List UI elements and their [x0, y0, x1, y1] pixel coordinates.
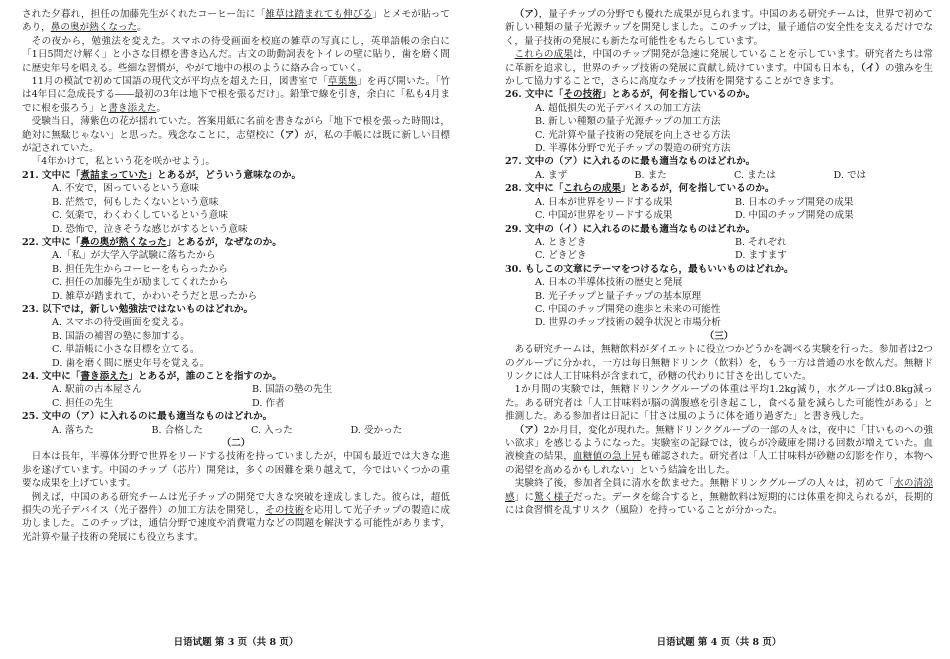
text: 25. 文中の: [22, 411, 71, 423]
question-22: [22, 236, 450, 303]
option-a: A. 日本が世界をリードする成果: [535, 196, 673, 208]
question-28: [505, 182, 933, 222]
text: に入れるのに最も適当なものはどれか。: [582, 156, 756, 168]
option-c: C. 光計算や量子技術の発展を向上させる方法: [535, 129, 731, 141]
question-stem: [22, 410, 450, 423]
left-paragraph-5: 「4年かけて，私という花を咲かせよう」。: [31, 156, 215, 168]
right-paragraph-3: ある研究チームは，無糖飲料がダイエットに役立つかどうかを調べる実験を行った。参加者は2つのグループに分かれ，一方は毎日無糖ドリンク（飲料）を，もう一方は普通の水を飲んだ。無糖ドリンクには人工甘味料が含まれて，砂糖の代わりに甘さを出していた。: [505, 344, 933, 382]
underlined-text: これらの成果: [514, 49, 574, 61]
option-d: D. 作者: [252, 397, 285, 409]
blank-i: （イ）: [860, 62, 885, 74]
option-row: [52, 397, 450, 410]
text: 11月の模試で初めて国語の現代文が平均点を超えた日，図書室で「: [31, 76, 328, 88]
option-c: C. または: [734, 169, 776, 181]
left-paragraph-7: [22, 491, 450, 545]
underlined-text: 煮詰まっていた: [80, 169, 148, 181]
text: 。: [137, 22, 147, 34]
option-a: A. ときどき: [535, 236, 587, 248]
option-b: B. 茫然で，何もしたくないという意味: [52, 196, 219, 208]
option-d: D. では: [833, 169, 867, 181]
text: の強みを生かして協力することで，さらに高度なチップ技術を開発することができます。: [505, 62, 934, 88]
option-b: B. 国語の塾の先生: [252, 384, 333, 396]
option-a: A. まず: [535, 169, 568, 181]
option-d: D. 歯を磨く間に歴史年号を覚える。: [52, 357, 210, 369]
option-d: D. 半導体分野で光子チップの製造の研究方法: [535, 143, 731, 155]
question-stem: [505, 223, 933, 236]
right-paragraph-1: [505, 8, 933, 48]
right-paragraph-2: [505, 48, 933, 88]
option-b: B. 日本のチップ開発の成果: [735, 196, 854, 208]
option-row: [535, 249, 933, 262]
section-heading-3: （三）: [704, 330, 734, 342]
blank-i: （イ）: [553, 223, 583, 235]
question-stem: [22, 169, 450, 182]
question-30: [505, 263, 933, 330]
option-row: [535, 236, 933, 249]
text: 実験終了後，参加者全員に清水を飲ませた。無糖ドリンクグループの人々は，初めて「: [514, 478, 895, 490]
option-a: A. 日本の半導体技術の歴史と発展: [535, 277, 683, 289]
option-c: C. どきどき: [535, 250, 587, 262]
text: 」に: [514, 491, 535, 503]
text: 」とあるが，何を指しているのか。: [620, 183, 775, 195]
option-c: C. 担任の加藤先生が励ましてくれたから: [52, 277, 229, 289]
blank-a: （ア）: [553, 156, 583, 168]
option-c: C. 中国が世界をリードする成果: [535, 210, 673, 222]
left-paragraph-3: [22, 75, 450, 115]
underlined-text: 血糖値の急上昇: [573, 451, 642, 463]
text: に入れるのに最も適当なものはどれか。: [582, 223, 756, 235]
option-c: C. 気楽で，わくわくしているという意味: [52, 210, 228, 222]
text: 26. 文中に「: [505, 89, 564, 101]
text: 28. 文中に「: [505, 183, 564, 195]
option-row: [535, 196, 933, 209]
option-b: B. 担任先生からコーヒーをもらったから: [52, 263, 228, 275]
left-paragraph-6: 日本は長年，半導体分野で世界をリードする技術を持っていましたが，中国も最近では大きな進歩を遂げています。中国のチップ（芯片）開発は，多くの困難を乗り越えて，今ではいくつかの重要な成果を上げています。: [22, 451, 450, 490]
option-a: A. 超低損失の光子デバイスの加工方法: [535, 102, 701, 114]
question-23: [22, 303, 450, 370]
option-d: D. 恐怖で，泣きそうな感じがするという意味: [52, 223, 248, 235]
option-row: [52, 383, 450, 396]
left-column: [22, 8, 450, 544]
underlined-text: その技術: [265, 505, 305, 517]
text: 」とあるが，誰のことを指すのか。: [128, 370, 282, 382]
page-footer-3: 日语试题 第 3 页（共 8 页）: [173, 637, 299, 648]
blank-a: （ア）: [70, 411, 100, 423]
text: された夕暮れ，担任の加藤先生がくれたコーヒー缶に「: [22, 9, 266, 20]
option-c: C. 単語帳に小さな目標を立てる。: [52, 344, 200, 356]
right-paragraph-6: [505, 477, 933, 517]
option-a: A. 不安で，困っているという意味: [52, 183, 200, 195]
underlined-text: 草葉集: [327, 76, 358, 88]
text: 」とあるが，なぜなのか。: [166, 236, 282, 248]
option-b: B. 国語の補習の塾に参加する。: [52, 330, 190, 342]
text: も確認された。研究者は「人工甘味料が砂糖の幻影を作り，本物への渇望を高めるかもしれない」という結論を出した。: [505, 451, 934, 476]
text: ，量子チップの分野でも優れた成果が見られます。中国のある研究チームは，世界で初めて新しい種類の量子光源チップを開発しました。このチップは，量子通信の安全性を支えるだけでなく，量子技術の発展にも新たな可能性をもたらしています。: [505, 9, 933, 47]
underlined-text: これらの成果: [563, 183, 621, 195]
option-a: A. 駅前の古本屋さん: [52, 384, 142, 396]
text: 」とメモが貼ってあり，: [22, 9, 451, 34]
option-c: C. 中国のチップ開発の進歩と未来の可能性: [535, 303, 721, 315]
option-b: B. また: [634, 169, 667, 181]
text: 」とあるが，何を指しているのか。: [601, 89, 756, 101]
text: 22. 文中に「: [22, 236, 81, 248]
text: 21. 文中に「: [22, 169, 81, 181]
option-a: A. スマホの待受画面を変える。: [52, 317, 190, 329]
question-stem: [505, 155, 933, 168]
question-stem: [22, 370, 450, 383]
underlined-text: 鼻の奥が熱くなった: [50, 22, 138, 34]
option-c: C. 担任の先生: [52, 397, 114, 409]
text: だった。データを総合すると，無糖飲料は短期的には体重を抑えられるが，長期的には食習慣を乱すリスク（風险）を持っていることが分かった。: [505, 491, 934, 517]
text: 例えば，中国のある研究チームは光子チップの開発で大きな突破を達成しました。彼らは，超低損失の光子デバイス（光子器件）の加工方法を開発し，: [22, 491, 450, 517]
option-a: A. 落ちた: [52, 424, 94, 436]
blank-a: （ア）: [514, 424, 544, 436]
option-row: [535, 169, 933, 182]
underlined-text: 鼻の奥が熱くなった: [80, 236, 167, 248]
question-24: [22, 370, 450, 410]
text: 2か月目，変化が現れた。無糖ドリンクグループの一部の人々は，夜中に「甘いものへの強い欲求」を感じるようになった。実験室の記録では，彼らが冷蔵庫を開ける回数が増えていた。血液検査の結果，: [505, 424, 933, 463]
right-column: [505, 8, 933, 517]
blank-a: （ア）: [514, 9, 539, 20]
question-21: [22, 169, 450, 236]
option-b: B. 合格した: [151, 424, 204, 436]
text: 受験当日，薄紫色の花が揺れていた。答案用紙に名前を書きながら「地下で根を張った時間は，絶対に無駄じゃない」と思った。残念なことに，志望校に: [22, 116, 450, 141]
option-b: B. 新しい種類の量子光源チップの加工方法: [535, 116, 721, 128]
text: 。: [156, 102, 166, 114]
section-heading-2: （二）: [221, 438, 251, 449]
underlined-text: その技術: [563, 89, 602, 101]
question-29: [505, 223, 933, 263]
option-d: D. ますます: [735, 250, 787, 262]
question-stem: [505, 88, 933, 101]
text: 」を再び開いた。「竹は4年目に急成長する――最初の3年は地下で根を張るだけ」。鉛筆で線を引き，余白に「私も4月までに根を張ろう」と: [22, 76, 451, 114]
underlined-text: 水の清涼感: [505, 478, 934, 503]
option-b: B. 光子チップと量子チップの基本原理: [535, 290, 702, 302]
question-stem: [505, 182, 933, 195]
underlined-text: 驚く様子: [534, 491, 574, 503]
question-25: [22, 410, 450, 437]
left-paragraph-4: [22, 115, 450, 155]
text: 27. 文中の: [505, 156, 554, 168]
question-26: [505, 88, 933, 155]
blank-a: （ア）: [275, 129, 305, 141]
option-d: D. 世界のチップ技術の競争状況と市場分析: [535, 317, 721, 329]
option-row: [535, 209, 933, 222]
left-paragraph-2: その夜から，勉強法を変えた。スマホの待受画面を校庭の雑草の写真にし，英単語帳の余白に「1日5問だけ解く」と小さな目標を書き込んだ。古文の助動詞表をトイレの壁に貼り，歯を磨く間に歴史年号を唱える。些細な習慣が，やがて地中の根のように絡み合っていく。: [22, 35, 450, 74]
right-paragraph-5: [505, 424, 933, 478]
question-stem: 23. 以下では，新しい勉強法ではないものはどれか。: [22, 303, 254, 315]
option-d: D. 受かった: [350, 424, 403, 436]
option-row: [52, 424, 450, 437]
option-d: D. 中国のチップ開発の成果: [735, 210, 854, 222]
text: を応用して光子チップの製造に成功しました。このチップは，通信分野で速度や消費電力などの問題を解決する可能性があります，光計算や量子技術の発展にも役立ちます。: [22, 505, 450, 543]
right-paragraph-4: 1か月間の実験では，無糖ドリンクグループの体重は平均1.2kg減り，水グループは0.8kg減った。ある研究者は「人工甘味料が脳の満腹感を引き起こし，食べる量を減らした可能性がある」と推測した。ある参加者は日記に「甘さは風のように体を通り過ぎた」と書き残した。: [505, 384, 933, 423]
underlined-text: 書き添えた: [108, 102, 157, 114]
text: は，中国のチップ開発が急速に発展していることを示しています。研究者たちは常に革新を追求し，世界のチップ技術の発展に貢献し続けています。中国も日本も，: [505, 49, 934, 74]
page-footer-4: 日语试题 第 4 页（共 8 页）: [656, 637, 782, 648]
question-stem: 30. もしこの文章にテーマをつけるなら，最もいいものはどれか。: [505, 263, 794, 275]
option-d: D. 雑草が踏まれて，かわいそうだと思ったから: [52, 290, 258, 302]
left-paragraph-1: [22, 8, 450, 35]
underlined-text: 書き添えた: [80, 370, 129, 382]
option-a: A.「私」が大学入学試験に落ちたから: [52, 250, 216, 262]
text: に入れるのに最も適当なものはどれか。: [99, 411, 273, 423]
option-c: C. 入った: [251, 424, 293, 436]
option-b: B. それぞれ: [735, 236, 787, 248]
text: 24. 文中に「: [22, 370, 81, 382]
text: が，私の手帳には既に新しい目標が記されていた。: [22, 129, 451, 155]
question-stem: [22, 236, 450, 249]
question-27: [505, 155, 933, 182]
underlined-text: 雑草は踏まれても伸びる: [265, 9, 373, 20]
text: 29. 文中の: [505, 223, 554, 235]
text: 」とあるが，どういう意味なのか。: [147, 169, 302, 181]
